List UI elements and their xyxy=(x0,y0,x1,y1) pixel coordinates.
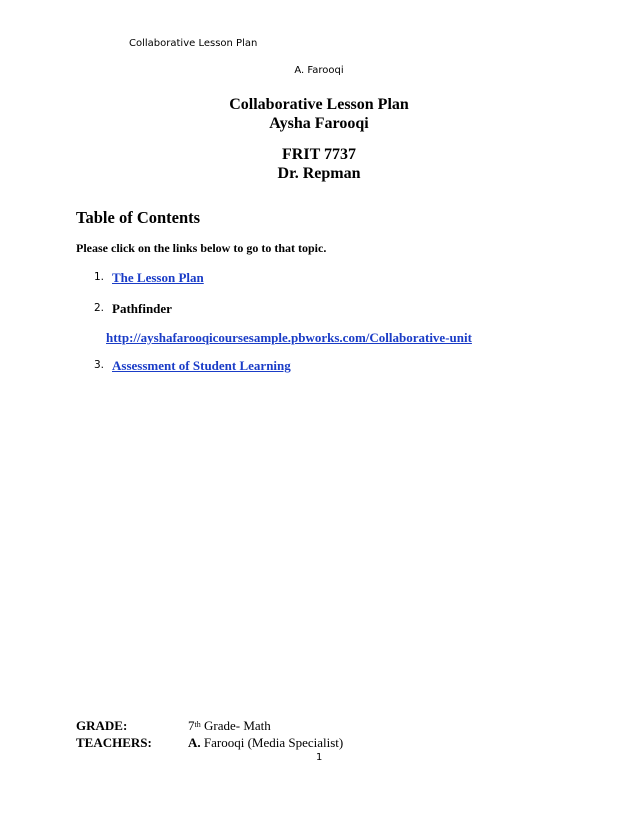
pathfinder-label: Pathfinder xyxy=(112,301,172,316)
grade-label: GRADE: xyxy=(76,718,128,733)
document-title: Collaborative Lesson Plan xyxy=(229,96,409,113)
title-block xyxy=(0,95,638,133)
course-block xyxy=(0,145,638,183)
teachers-label: TEACHERS: xyxy=(76,735,152,750)
running-header-title: Collaborative Lesson Plan xyxy=(129,38,258,49)
toc-heading: Table of Contents xyxy=(76,208,201,227)
teacher-name: Farooqi (Media Specialist) xyxy=(200,735,344,750)
pathfinder-url-link[interactable]: http://ayshafarooqicoursesample.pbworks.com/Collaborative-unit xyxy=(106,330,472,345)
teacher-initial: A. xyxy=(188,735,201,750)
toc-intro: Please click on the links below to go to that topic. xyxy=(76,241,327,255)
list-number: 2. xyxy=(94,302,105,314)
instructor-name: Dr. Repman xyxy=(277,165,361,182)
running-header-author xyxy=(0,65,638,76)
page-number: 1 xyxy=(316,752,323,763)
grade-subject: Grade- Math xyxy=(200,718,271,733)
grade-number: 7 xyxy=(188,718,195,733)
grade-value xyxy=(188,718,271,734)
lesson-plan-link[interactable]: The Lesson Plan xyxy=(112,270,204,285)
list-number: 3. xyxy=(94,359,105,371)
document-author: Aysha Farooqi xyxy=(269,115,369,132)
teachers-value xyxy=(188,735,343,751)
course-code: FRIT 7737 xyxy=(282,146,356,163)
list-number: 1. xyxy=(94,271,105,283)
author-header-text: A. Farooqi xyxy=(294,65,344,76)
grade-ordinal: th xyxy=(194,720,201,729)
assessment-link[interactable]: Assessment of Student Learning xyxy=(112,358,291,373)
